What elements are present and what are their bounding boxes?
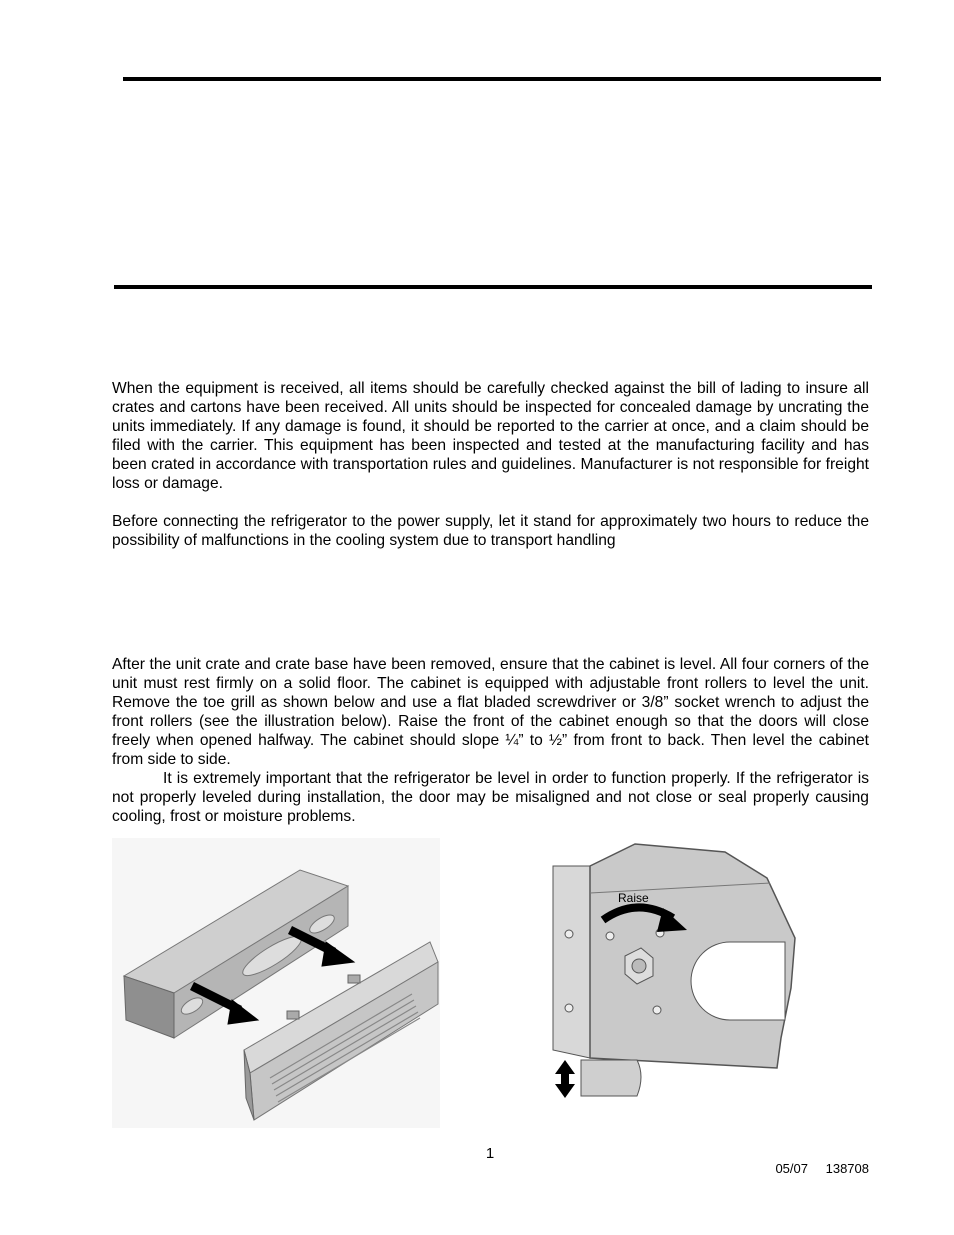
importance-paragraph: It is extremely important that the refrigerator be level in order to function properly. If the refrigerator is not properly leveled during installation, the door may be misaligned and not close or seal properly causing cooling, frost or moisture problems. [112, 770, 869, 826]
section-rule [114, 285, 872, 289]
page-number: 1 [485, 1145, 495, 1162]
footer-doc-number: 138708 [825, 1161, 869, 1176]
footer-info [761, 1161, 869, 1176]
top-rule [123, 77, 881, 81]
leveling-paragraph: After the unit crate and crate base have been removed, ensure that the cabinet is level. All four corners of the unit must rest firmly on a solid floor. The cabinet is equipped with adjustable front rollers to level the unit. Remove the toe grill as shown below and use a flat bladed screwdriver or 3/8” socket wrench to adjust the front rollers (see the illustration below). Raise the front of the cabinet enough so that the doors will close freely when opened halfway. The cabinet should slope ¼” to ½” from front to back. Then level the cabinet from side to side. [112, 656, 869, 769]
raise-label: Raise [618, 891, 649, 905]
footer-date: 05/07 [775, 1161, 808, 1176]
toe-grill-illustration [112, 838, 440, 1128]
roller-adjustment-illustration [545, 838, 807, 1100]
receiving-paragraph: When the equipment is received, all items should be carefully checked against the bill of lading to insure all crates and cartons have been received. All units should be inspected for concealed damage by uncrating the units immediately. If any damage is found, it should be reported to the carrier at once, and a claim should be filed with the carrier. This equipment has been inspected and tested at the manufacturing facility and has been crated in accordance with transportation rules and guidelines. Manufacturer is not responsible for freight loss or damage. [112, 380, 869, 493]
standing-paragraph: Before connecting the refrigerator to the power supply, let it stand for approximately two hours to reduce the possibility of malfunctions in the cooling system due to transport handling [112, 513, 869, 550]
